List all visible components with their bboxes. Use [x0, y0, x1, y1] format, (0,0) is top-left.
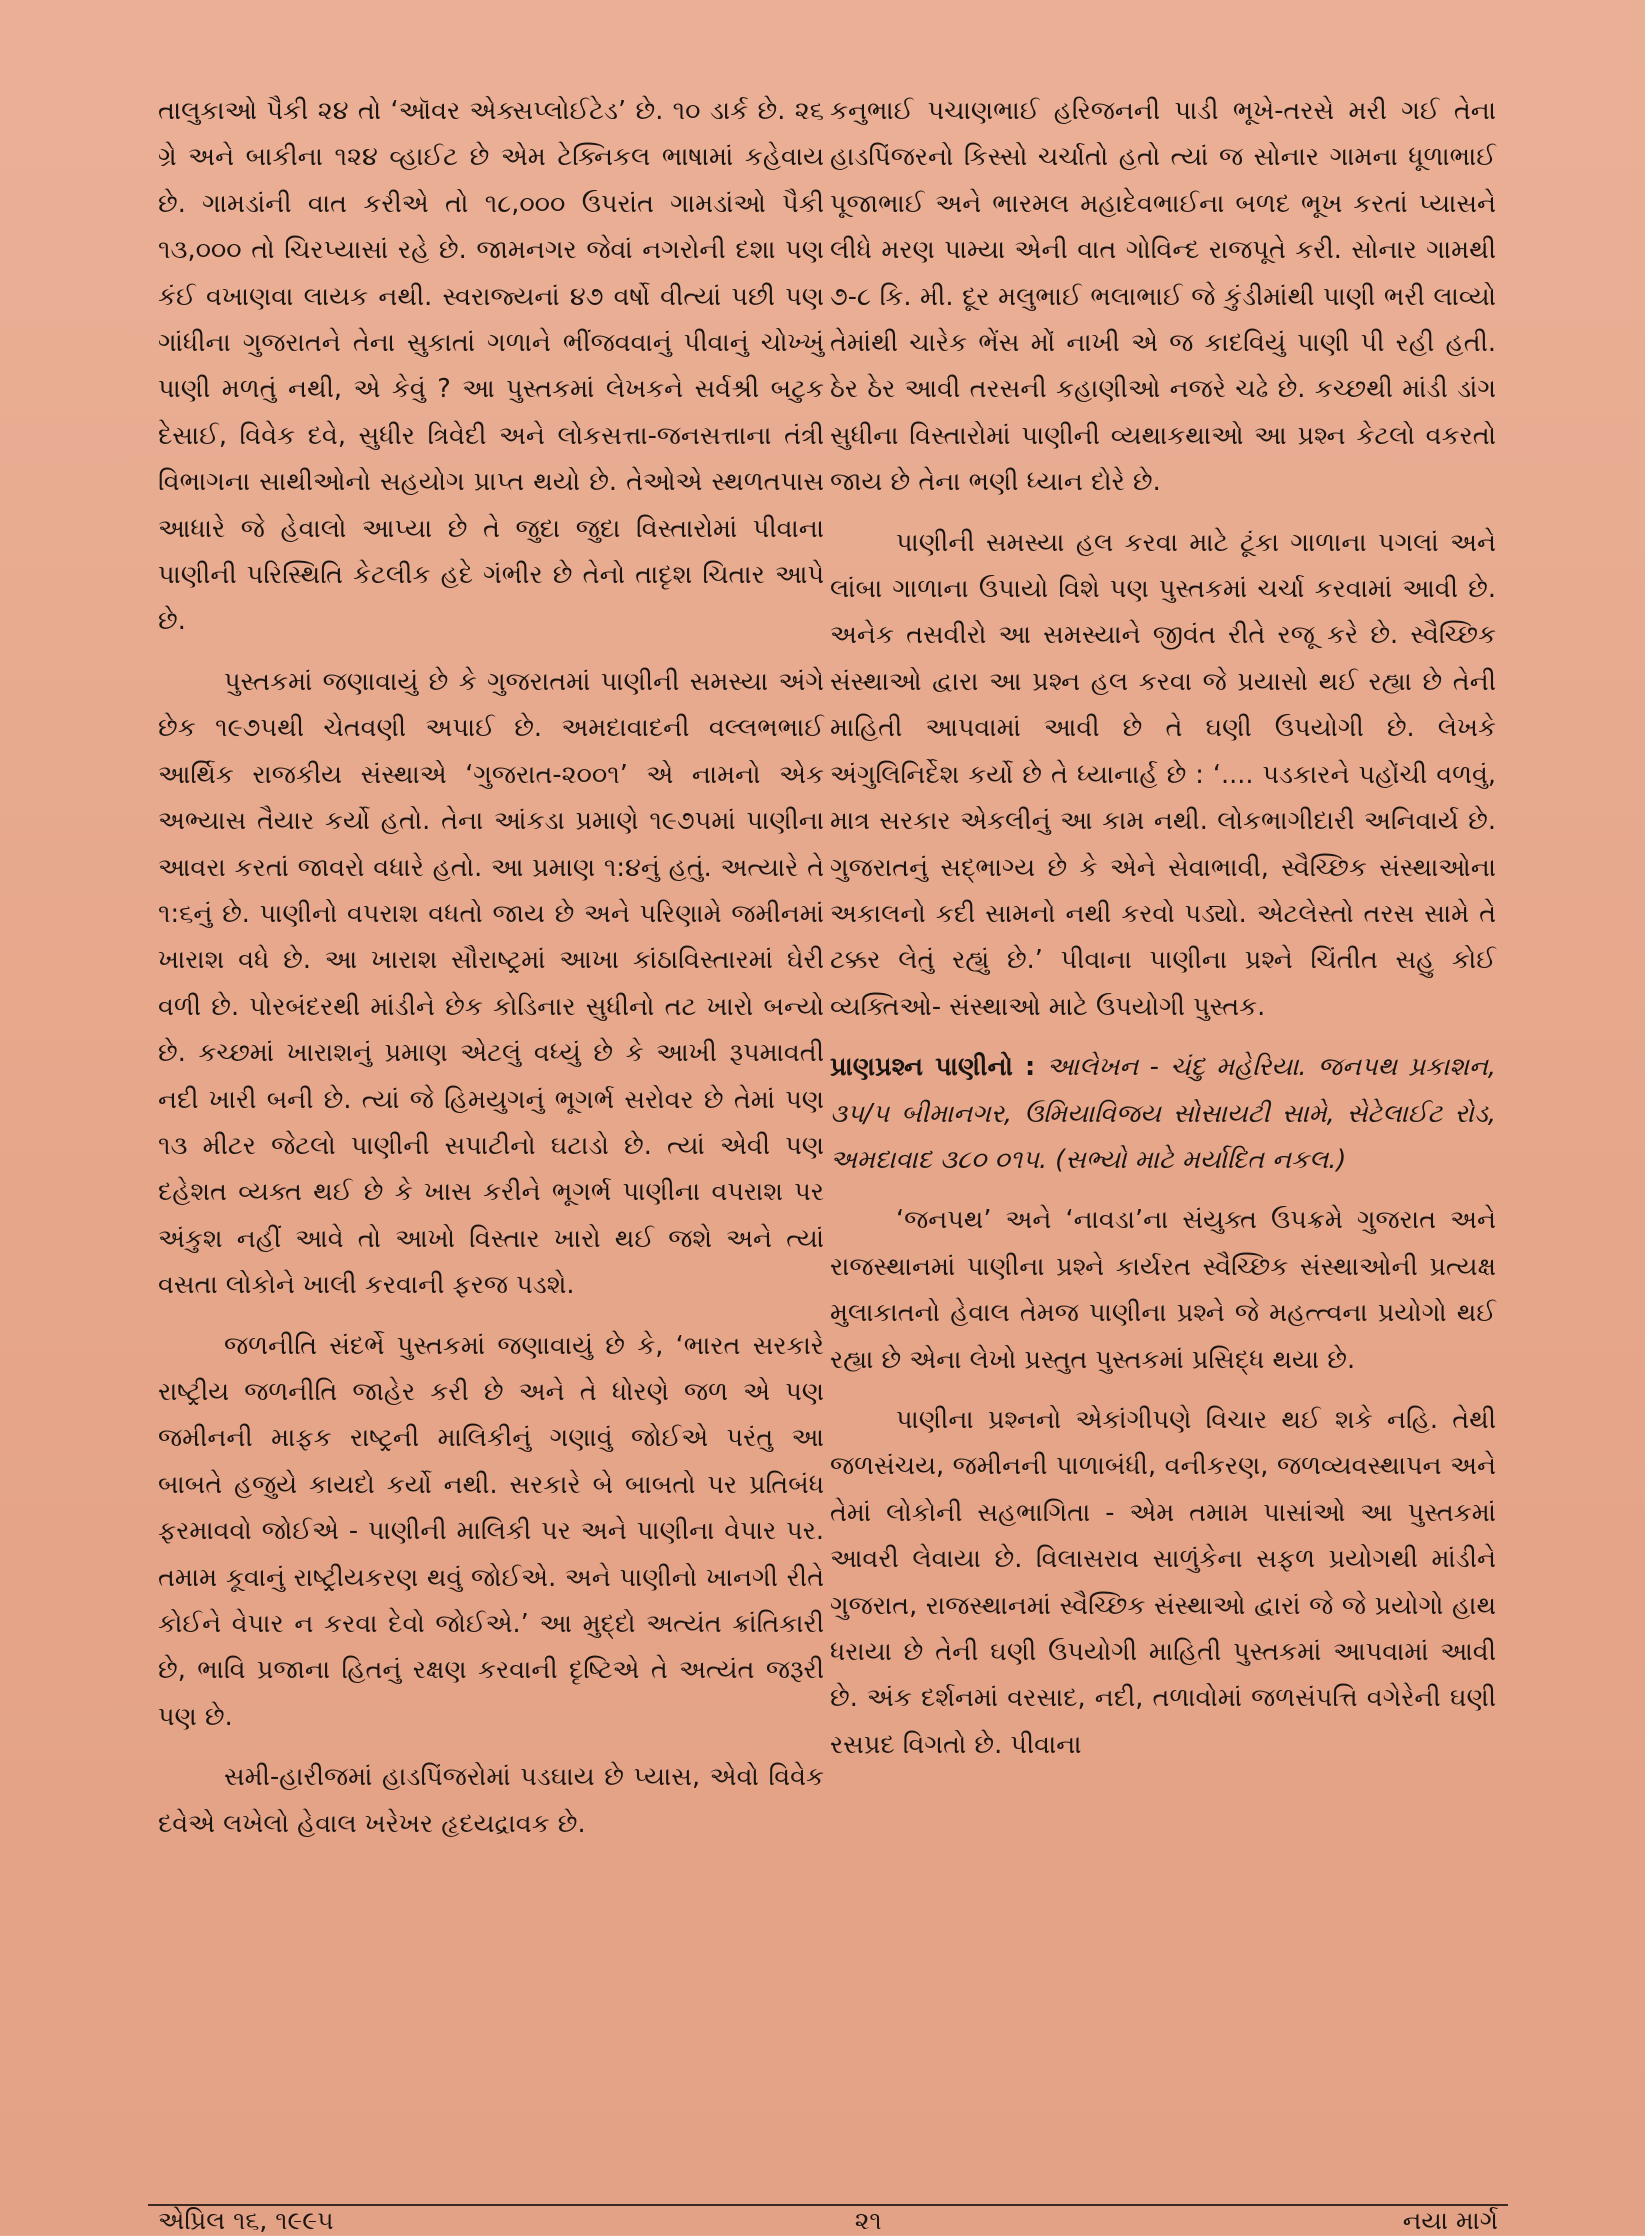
paragraph: પુસ્તકમાં જણાવાયું છે કે ગુજરાતમાં પાણીની સમસ્યા અંગે છેક ૧૯૭૫થી ચેતવણી અપાઈ છે. અમદાવાદની વલ્લભભાઈ આર્થિક રાજકીય સંસ્થાએ ‘ગુજરાત-૨૦૦૧’ એ નામનો એક અભ્યાસ તૈયાર કર્યો હતો. તેના આંકડા પ્રમાણે ૧૯૭૫માં પાણીના આવરા કરતાં જાવરો વધારે હતો. આ પ્રમાણ ૧:૪નું હતું. અત્યારે તે ૧:૬નું છે. પાણીનો વપરાશ વધતો જાય છે અને પરિણામે જમીનમાં ખારાશ વધે છે. આ ખારાશ સૌરાષ્ટ્રમાં આખા કાંઠાવિસ્તારમાં ઘેરી વળી છે. પોરબંદરથી માંડીને છેક કોડિનાર સુધીનો તટ ખારો બન્યો છે. કચ્છમાં ખારાશનું પ્રમાણ એટલું વધ્યું છે કે આખી રૂપમાવતી નદી ખારી બની છે. ત્યાં જે હિમયુગનું ભૂગર્ભ સરોવર છે તેમાં પણ ૧૩ મીટર જેટલો પાણીની સપાટીનો ઘટાડો છે. ત્યાં એવી પણ દહેશત વ્યક્ત થઈ છે કે ખાસ કરીને ભૂગર્ભ પાણીના વપરાશ પર અંકુશ નહીં આવે તો આખો વિસ્તાર ખારો થઈ જશે અને ત્યાં વસતા લોકોને ખાલી કરવાની ફરજ પડશે.: [158, 666, 824, 1301]
book-details: આલેખન - ચંદુ મહેરિયા. જનપથ પ્રકાશન, ૩૫/૫ બીમાનગર, ઉમિયાવિજય સોસાયટી સામે, સેટેલાઈટ રોડ, અમદાવાદ ૩૮૦ ૦૧૫. (સભ્યો માટે મર્યાદિત નકલ.): [830, 1052, 1497, 1175]
page-number: ૨૧: [854, 2206, 882, 2235]
right-column: [830, 88, 1496, 1782]
paragraph: જળનીતિ સંદર્ભે પુસ્તકમાં જણાવાયું છે કે, ‘ભારત સરકારે રાષ્ટ્રીય જળનીતિ જાહેર કરી છે અને તે ધોરણે જળ એ પણ જમીનની માફક રાષ્ટ્રની માલિકીનું ગણાવું જોઈએ પરંતુ આ બાબતે હજુયે કાયદો કર્યો નથી. સરકારે બે બાબતો પર પ્રતિબંધ ફરમાવવો જોઈએ - પાણીની માલિકી પર અને પાણીના વેપાર પર. તમામ કૂવાનું રાષ્ટ્રીયકરણ થવું જોઈએ. અને પાણીનો ખાનગી રીતે કોઈને વેપાર ન કરવા દેવો જોઈએ.’ આ મુદ્દો અત્યંત ક્રાંતિકારી છે, ભાવિ પ્રજાના હિતનું રક્ષણ કરવાની દૃષ્ટિએ તે અત્યંત જરૂરી પણ છે.: [158, 1330, 824, 1732]
paragraph: તાલુકાઓ પૈકી ૨૪ તો ‘ઑવર એક્સપ્લોઈટેડ’ છે. ૧૦ ડાર્ક છે. ૨૬ ગ્રે અને બાકીના ૧૨૪ વ્હાઈટ છે એમ ટેક્નિકલ ભાષામાં કહેવાય છે. ગામડાંની વાત કરીએ તો ૧૮,૦૦૦ ઉપરાંત ગામડાંઓ પૈકી ૧૩,૦૦૦ તો ચિરપ્યાસાં રહે છે. જામનગર જેવાં નગરોની દશા પણ કંઈ વખાણવા લાયક નથી. સ્વરાજ્યનાં ૪૭ વર્ષો વીત્યાં પછી પણ ગાંધીના ગુજરાતને તેના સુકાતાં ગળાને ભીંજવવાનું પીવાનું ચોખ્ખું પાણી મળતું નથી, એ કેવું ? આ પુસ્તકમાં લેખકને સર્વશ્રી બટુક દેસાઈ, વિવેક દવે, સુધીર ત્રિવેદી અને લોકસત્તા-જનસત્તાના તંત્રી વિભાગના સાથીઓનો સહયોગ પ્રાપ્ત થયો છે. તેઓએ સ્થળતપાસ આધારે જે હેવાલો આપ્યા છે તે જુદા જુદા વિસ્તારોમાં પીવાના પાણીની પરિસ્થિતિ કેટલીક હદે ગંભીર છે તેનો તાદૃશ ચિતાર આપે છે.: [158, 96, 824, 637]
publication-name: નયા માર્ગ: [1402, 2206, 1498, 2235]
page-footer: [158, 2206, 1498, 2236]
paragraph: સમી-હારીજમાં હાડપિંજરોમાં પડઘાય છે પ્યાસ, એવો વિવેક દવેએ લખેલો હેવાલ ખરેખર હૃદયદ્રાવક છે.: [158, 1762, 824, 1839]
paragraph: ‘જનપથ’ અને ‘નાવડા’ના સંયુક્ત ઉપક્રમે ગુજરાત અને રાજસ્થાનમાં પાણીના પ્રશ્ને કાર્યરત સ્વૈચ્છિક સંસ્થાઓની પ્રત્યક્ષ મુલાકાતનો હેવાલ તેમજ પાણીના પ્રશ્ને જે મહત્ત્વના પ્રયોગો થઈ રહ્યા છે એના લેખો પ્રસ્તુત પુસ્તકમાં પ્રસિદ્ધ થયા છે.: [830, 1205, 1496, 1375]
left-column: [158, 88, 824, 1861]
paragraph: પાણીની સમસ્યા હલ કરવા માટે ટૂંકા ગાળાના પગલાં અને લાંબા ગાળાના ઉપાયો વિશે પણ પુસ્તકમાં ચર્ચા કરવામાં આવી છે. અનેક તસવીરો આ સમસ્યાને જીવંત રીતે રજૂ કરે છે. સ્વૈચ્છિક સંસ્થાઓ દ્વારા આ પ્રશ્ન હલ કરવા જે પ્રયાસો થઈ રહ્યા છે તેની માહિતી આપવામાં આવી છે તે ઘણી ઉપયોગી છે. લેખકે અંગુલિનિર્દેશ કર્યો છે તે ધ્યાનાર્હ છે : ‘.... પડકારને પહોંચી વળવું, માત્ર સરકાર એકલીનું આ કામ નથી. લોકભાગીદારી અનિવાર્ય છે. ગુજરાતનું સદ્ભાગ્ય છે કે એને સેવાભાવી, સ્વૈચ્છિક સંસ્થાઓના અકાલનો કદી સામનો નથી કરવો પડ્યો. એટલેસ્તો તરસ સામે તે ટક્કર લેતું રહ્યું છે.’ પીવાના પાણીના પ્રશ્ને ચિંતીત સહુ કોઈ વ્યક્તિઓ- સંસ્થાઓ માટે ઉપયોગી પુસ્તક.: [830, 527, 1496, 1022]
issue-date: એપ્રિલ ૧૬, ૧૯૯૫: [158, 2206, 334, 2235]
paragraph: કનુભાઈ પચાણભાઈ હરિજનની પાડી ભૂખે-તરસે મરી ગઈ તેના હાડપિંજરનો કિસ્સો ચર્ચાતો હતો ત્યાં જ સોનાર ગામના ધૂળાભાઈ પૂજાભાઈ અને ભારમલ મહાદેવભાઈના બળદ ભૂખ કરતાં પ્યાસને લીધે મરણ પામ્યા એની વાત ગોવિન્દ રાજપૂતે કરી. સોનાર ગામથી ૭-૮ કિ. મી. દૂર મલુભાઈ ભલાભાઈ જે કુંડીમાંથી પાણી ભરી લાવ્યો તેમાંથી ચારેક ભેંસ મોં નાખી એ જ કાદવિયું પાણી પી રહી હતી. ઠેર ઠેર આવી તરસની કહાણીઓ નજરે ચઢે છે. કચ્છથી માંડી ડાંગ સુધીના વિસ્તારોમાં પાણીની વ્યથાકથાઓ આ પ્રશ્ન કેટલો વકરતો જાય છે તેના ભણી ધ્યાન દોરે છે.: [830, 96, 1496, 498]
paragraph: પાણીના પ્રશ્નનો એકાંગીપણે વિચાર થઈ શકે નહિ. તેથી જળસંચય, જમીનની પાળાબંધી, વનીકરણ, જળવ્યવસ્થાપન અને તેમાં લોકોની સહભાગિતા - એમ તમામ પાસાંઓ આ પુસ્તકમાં આવરી લેવાયા છે. વિલાસરાવ સાળુંકેના સફળ પ્રયોગથી માંડીને ગુજરાત, રાજસ્થાનમાં સ્વૈચ્છિક સંસ્થાઓ દ્વારાં જે જે પ્રયોગો હાથ ધરાયા છે તેની ઘણી ઉપયોગી માહિતી પુસ્તકમાં આપવામાં આવી છે. અંક દર્શનમાં વરસાદ, નદી, તળાવોમાં જળસંપત્તિ વગેરેની ઘણી રસપ્રદ વિગતો છે. પીવાના: [830, 1404, 1496, 1760]
book-citation: [830, 1044, 1496, 1183]
book-title: પ્રાણપ્રશ્ન પાણીનો :: [830, 1052, 1036, 1083]
